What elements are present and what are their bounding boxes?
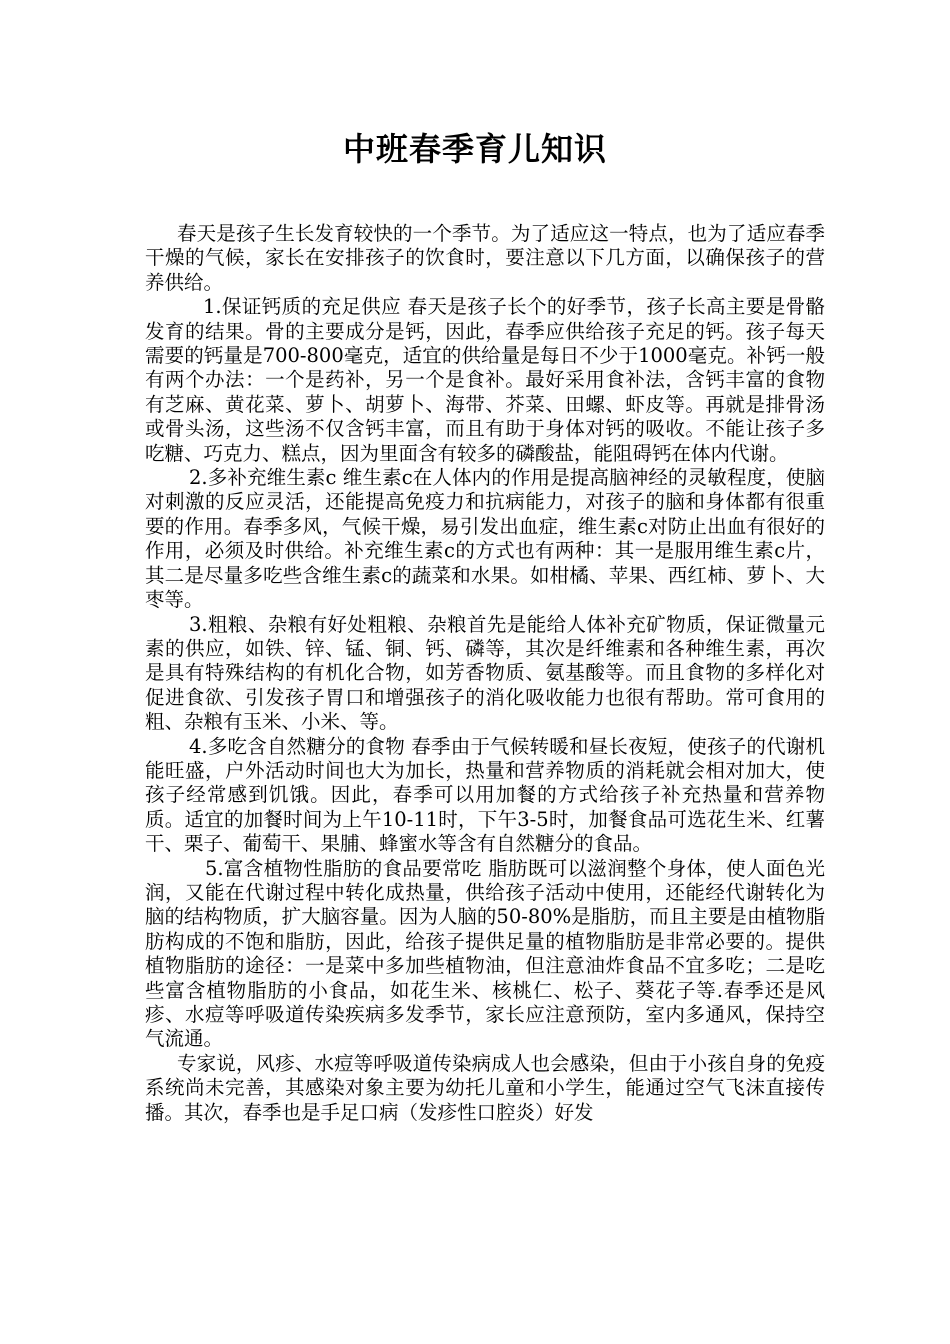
section-plant-fat-paragraph: 5.富含植物性脂肪的食品要常吃 脂肪既可以滋润整个身体，使人面色光润，又能在代谢过程中转化成热量，供给孩子活动中使用，还能经代谢转化为脑的结构物质，扩大脑容量。因为人脑的50-80%是脂肪，而且主要是由植物脂肪构成的不饱和脂肪，因此，给孩子提供足量的植物脂肪是非常必要的。提供植物脂肪的途径：一是菜中多加些植物油，但注意油炸食品不宜多吃；二是吃些富含植物脂肪的小食品，如花生米、核桃仁、松子、葵花子等.春季还是风疹、水痘等呼吸道传染疾病多发季节，家长应注意预防，室内多通风，保持空气流通。 (145, 856, 825, 1051)
expert-advice-paragraph: 专家说，风疹、水痘等呼吸道传染病成人也会感染，但由于小孩自身的免疫系统尚未完善，其感染对象主要为幼托儿童和小学生，能通过空气飞沫直接传播。其次，春季也是手足口病（发疹性口腔炎）好发 (145, 1051, 825, 1124)
section-coarse-grains-paragraph: 3.粗粮、杂粮有好处粗粮、杂粮首先是能给人体补充矿物质，保证微量元素的供应，如铁、锌、锰、铜、钙、磷等，其次是纤维素和各种维生素，再次是具有特殊结构的有机化合物，如芳香物质、氨基酸等。而且食物的多样化对促进食欲、引发孩子胃口和增强孩子的消化吸收能力也很有帮助。常可食用的粗、杂粮有玉米、小米、等。 (145, 612, 825, 734)
section-natural-sugar-paragraph: 4.多吃含自然糖分的食物 春季由于气候转暖和昼长夜短，使孩子的代谢机能旺盛，户外活动时间也大为加长，热量和营养物质的消耗就会相对加大，使孩子经常感到饥饿。因此，春季可以用加餐的方式给孩子补充热量和营养物质。适宜的加餐时间为上午10-11时，下午3-5时，加餐食品可选花生米、红薯干、栗子、葡萄干、果脯、蜂蜜水等含有自然糖分的食品。 (145, 734, 825, 856)
intro-paragraph: 春天是孩子生长发育较快的一个季节。为了适应这一特点，也为了适应春季干燥的气候，家长在安排孩子的饮食时，要注意以下几方面，以确保孩子的营养供给。 (145, 222, 825, 294)
section-calcium-paragraph: 1.保证钙质的充足供应 春天是孩子长个的好季节，孩子长高主要是骨骼发育的结果。骨的主要成分是钙，因此，春季应供给孩子充足的钙。孩子每天需要的钙量是700-800毫克，适宜的供给量是每日不少于1000毫克。补钙一般有两个办法：一个是药补，另一个是食补。最好采用食补法，含钙丰富的食物有芝麻、黄花菜、萝卜、胡萝卜、海带、芥菜、田螺、虾皮等。再就是排骨汤或骨头汤，这些汤不仅含钙丰富，而且有助于身体对钙的吸收。不能让孩子多吃糖、巧克力、糕点，因为里面含有较多的磷酸盐，能阻碍钙在体内代谢。 (145, 295, 825, 465)
document-body (145, 222, 825, 1125)
document-title: 中班春季育儿知识 (342, 130, 607, 168)
section-vitamin-c-paragraph: 2.多补充维生素c 维生素c在人体内的作用是提高脑神经的灵敏程度，使脑对刺激的反应灵活，还能提高免疫力和抗病能力，对孩子的脑和身体都有很重要的作用。春季多风，气候干燥，易引发出血症，维生素c对防止出血有很好的作用，必须及时供给。补充维生素c的方式也有两种：其一是服用维生素c片，其二是尽量多吃些含维生素c的蔬菜和水果。如柑橘、苹果、西红柿、萝卜、大枣等。 (145, 466, 825, 612)
